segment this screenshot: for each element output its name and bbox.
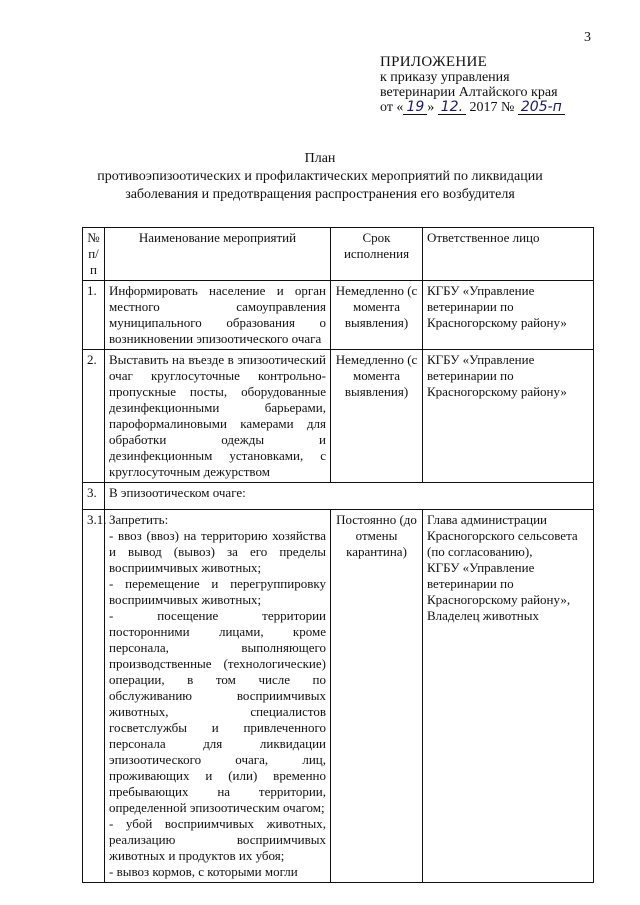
row-term: Постоянно (до отмены карантина) — [331, 510, 423, 883]
plan-heading: План — [304, 151, 336, 166]
responsible-line: КГБУ «Управление ветеринарии по Красногорскому району», — [427, 560, 571, 607]
handwritten-day: 19 — [403, 100, 427, 115]
table-row — [83, 281, 594, 350]
date-year: 2017 № — [469, 100, 515, 115]
measure-line: - посещение территории посторонними лицами, кроме персонала, выполняющего производственные (технологические) операции, в том числе по обслуживанию восприимчивых животных, специалистов госветслужбы и привлеченного персонала для ликвидации эпизоотического очага, лиц, проживающих и (или) временно пребывающих на территории, определенной эпизоотическим очагом; — [109, 608, 326, 815]
row-section-heading: В эпизоотическом очаге: — [105, 483, 594, 510]
measure-line: - перемещение и перегруппировку восприимчивых животных; — [109, 576, 326, 607]
row-num: 1. — [83, 281, 105, 350]
appendix-title: ПРИЛОЖЕНИЕ — [380, 54, 488, 70]
handwritten-order-number: 205-п — [518, 100, 565, 115]
header-term: Срок исполнения — [331, 228, 423, 281]
row-term: Немедленно (с момента выявления) — [331, 281, 423, 350]
row-num: 3.1. — [83, 510, 105, 883]
table-row — [83, 483, 594, 510]
appendix-line-1: к приказу управления — [380, 70, 510, 85]
header-num: № п/п — [83, 228, 105, 281]
responsible-line: Глава администрации Красногорского сельсовета (по согласованию), — [427, 512, 578, 559]
measure-line: - убой восприимчивых животных, реализацию восприимчивых животных и продуктов их убоя; — [109, 816, 326, 863]
table-row — [83, 510, 594, 883]
row-responsible: КГБУ «Управление ветеринарии по Красногорскому району» — [423, 281, 594, 350]
row-measure: Выставить на въезде в эпизоотический очаг круглосуточные контрольно-пропускные посты, оборудованные дезинфекционными барьерами, пароформалиновыми камерами для обработки одежды и дезинфекционным установками, с круглосуточным дежурством — [105, 350, 331, 483]
row-responsible — [423, 510, 594, 883]
table-header-row — [83, 228, 594, 281]
appendix-line-2: ветеринарии Алтайского края — [380, 85, 558, 100]
table-row — [83, 350, 594, 483]
date-mid: » — [427, 100, 435, 115]
row-num: 3. — [83, 483, 105, 510]
page-number: 3 — [584, 30, 591, 45]
plan-subtitle-line-1: противоэпизоотических и профилактических мероприятий по ликвидации — [97, 169, 543, 184]
date-prefix: от « — [380, 100, 404, 115]
row-measure — [105, 510, 331, 883]
measure-line: - вывоз кормов, с которыми могли — [109, 864, 298, 879]
header-responsible: Ответственное лицо — [423, 228, 594, 281]
responsible-line: Владелец животных — [427, 608, 539, 623]
appendix-block — [380, 55, 565, 115]
header-name: Наименование мероприятий — [105, 228, 331, 281]
plan-title-block — [40, 150, 600, 204]
row-responsible: КГБУ «Управление ветеринарии по Красногорскому району» — [423, 350, 594, 483]
appendix-date-line — [380, 100, 565, 115]
measure-line: Запретить: — [109, 512, 169, 527]
row-measure: Информировать население и орган местного самоуправления муниципального образования о возникновении эпизоотического очага — [105, 281, 331, 350]
measures-table — [82, 227, 594, 883]
plan-subtitle-line-2: заболевания и предотвращения распространения его возбудителя — [125, 187, 515, 202]
handwritten-month: 12. — [438, 100, 466, 115]
row-term: Немедленно (с момента выявления) — [331, 350, 423, 483]
row-num: 2. — [83, 350, 105, 483]
measure-line: - ввоз (ввоз) на территорию хозяйства и вывод (вывоз) за его пределы восприимчивых животных; — [109, 528, 326, 575]
